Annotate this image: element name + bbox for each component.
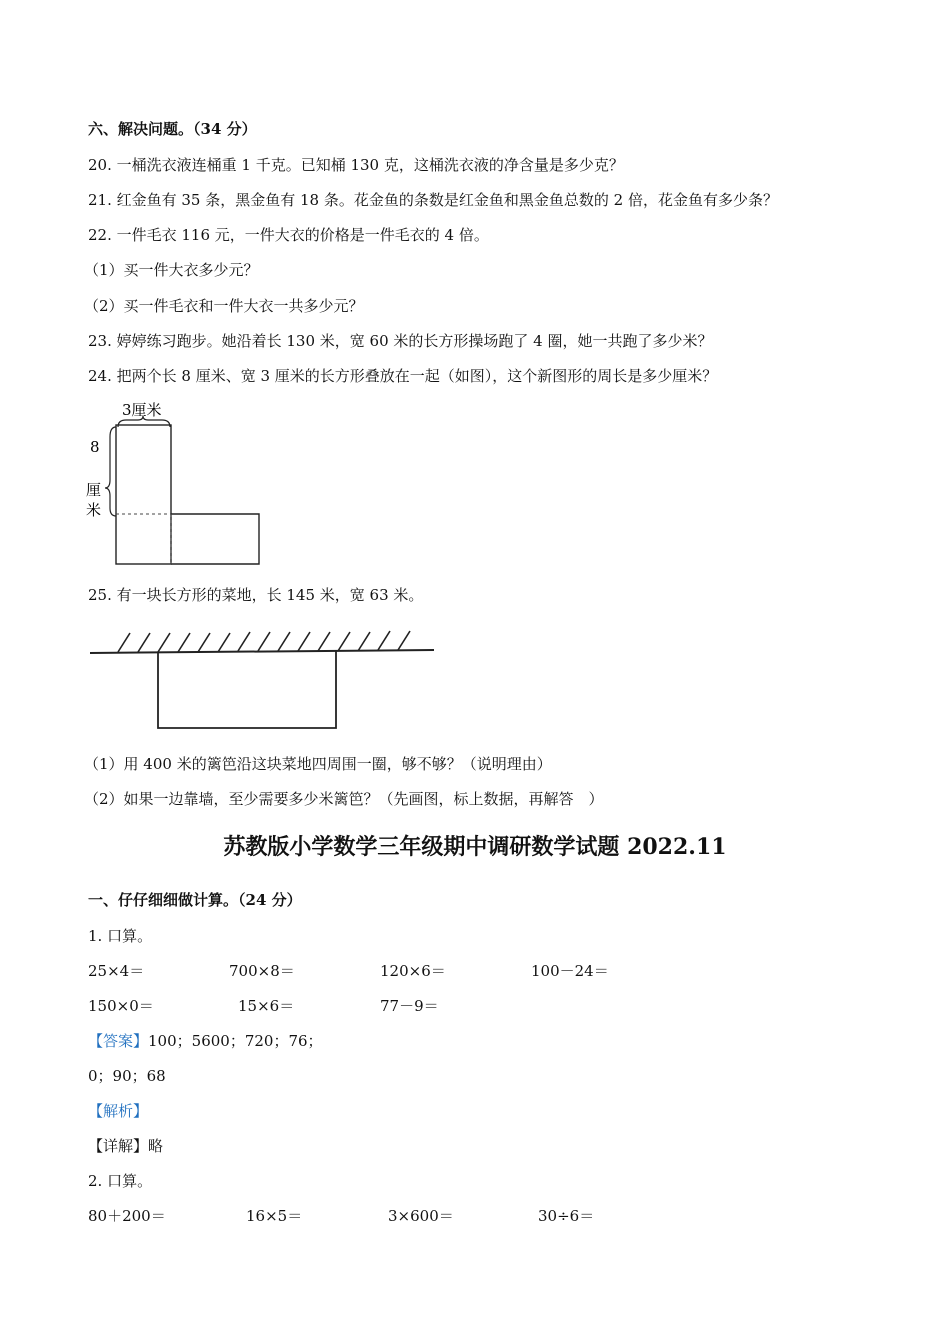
question-24: 24. 把两个长 8 厘米、宽 3 厘米的长方形叠放在一起（如图），这个新图形的周长是多少厘米？ (88, 367, 718, 385)
answer-tag: 【答案】 (88, 1032, 149, 1050)
question-2-label: 2. 口算。 (88, 1172, 153, 1190)
question-21: 21. 红金鱼有 35 条，黑金鱼有 18 条。花金鱼的条数是红金鱼和黑金鱼总数的 2 倍，花金鱼有多少条？ (88, 191, 778, 209)
answer-line (88, 1031, 323, 1051)
vertical-rectangle (116, 425, 171, 564)
calc-item: 77－9＝ (380, 997, 439, 1015)
calc-item: 16×5＝ (246, 1207, 303, 1225)
question-1-label: 1. 口算。 (88, 927, 153, 945)
calc-item: 15×6＝ (238, 997, 295, 1015)
question-22-part-2: （2）买一件毛衣和一件大衣一共多少元？ (84, 297, 364, 315)
detail-tag: 【详解】 (88, 1137, 149, 1155)
question-23: 23. 婷婷练习跑步。她沿着长 130 米，宽 60 米的长方形操场跑了 4 圈，她一共跑了多少米？ (88, 332, 713, 350)
height-label-char-1: 厘 (86, 481, 102, 499)
answer-line-2: 0；90；68 (88, 1067, 166, 1085)
question-25-part-1: （1）用 400 米的篱笆沿这块菜地四周围一圈，够不够？（说明理由） (84, 755, 552, 773)
question-20: 20. 一桶洗衣液连桶重 1 千克。已知桶 130 克，这桶洗衣液的净含量是多少克？ (88, 156, 624, 174)
question-25-part-2: （2）如果一边靠墙，至少需要多少米篱笆？（先画图，标上数据，再解答 ） (84, 790, 604, 808)
calc-item: 25×4＝ (88, 962, 145, 980)
left-brace (105, 427, 116, 516)
question-22-part-1: （1）买一件大衣多少元？ (84, 261, 259, 279)
detail-line (88, 1136, 163, 1156)
detail-text: 略 (148, 1137, 164, 1155)
height-label-number: 8 (90, 438, 100, 456)
analysis-tag: 【解析】 (88, 1102, 149, 1120)
width-label: 3厘米 (122, 401, 162, 419)
question-22: 22. 一件毛衣 116 元，一件大衣的价格是一件毛衣的 4 倍。 (88, 226, 489, 244)
document-title: 苏教版小学数学三年级期中调研数学试题 2022.11 (223, 834, 727, 860)
calc-item: 3×600＝ (388, 1207, 454, 1225)
q24-rectangles-figure (80, 392, 280, 582)
section-heading: 一、仔仔细细做计算。（24 分） (88, 891, 302, 909)
calc-item: 150×0＝ (88, 997, 154, 1015)
calc-item: 100－24＝ (531, 962, 609, 980)
calc-item: 700×8＝ (229, 962, 295, 980)
calc-item: 120×6＝ (380, 962, 446, 980)
height-label-char-2: 米 (86, 501, 102, 519)
question-25: 25. 有一块长方形的菜地，长 145 米，宽 63 米。 (88, 586, 424, 604)
vegetable-field-rectangle (158, 651, 336, 728)
wall-hatching (118, 631, 410, 652)
horizontal-rectangle (171, 514, 259, 564)
calc-item: 80＋200＝ (88, 1207, 166, 1225)
wall-line (90, 650, 434, 653)
q25-field-figure (88, 625, 448, 735)
calc-item: 30÷6＝ (538, 1207, 595, 1225)
answer-text: 100；5600；720；76； (148, 1032, 323, 1050)
section-heading: 六、解决问题。（34 分） (88, 120, 257, 138)
